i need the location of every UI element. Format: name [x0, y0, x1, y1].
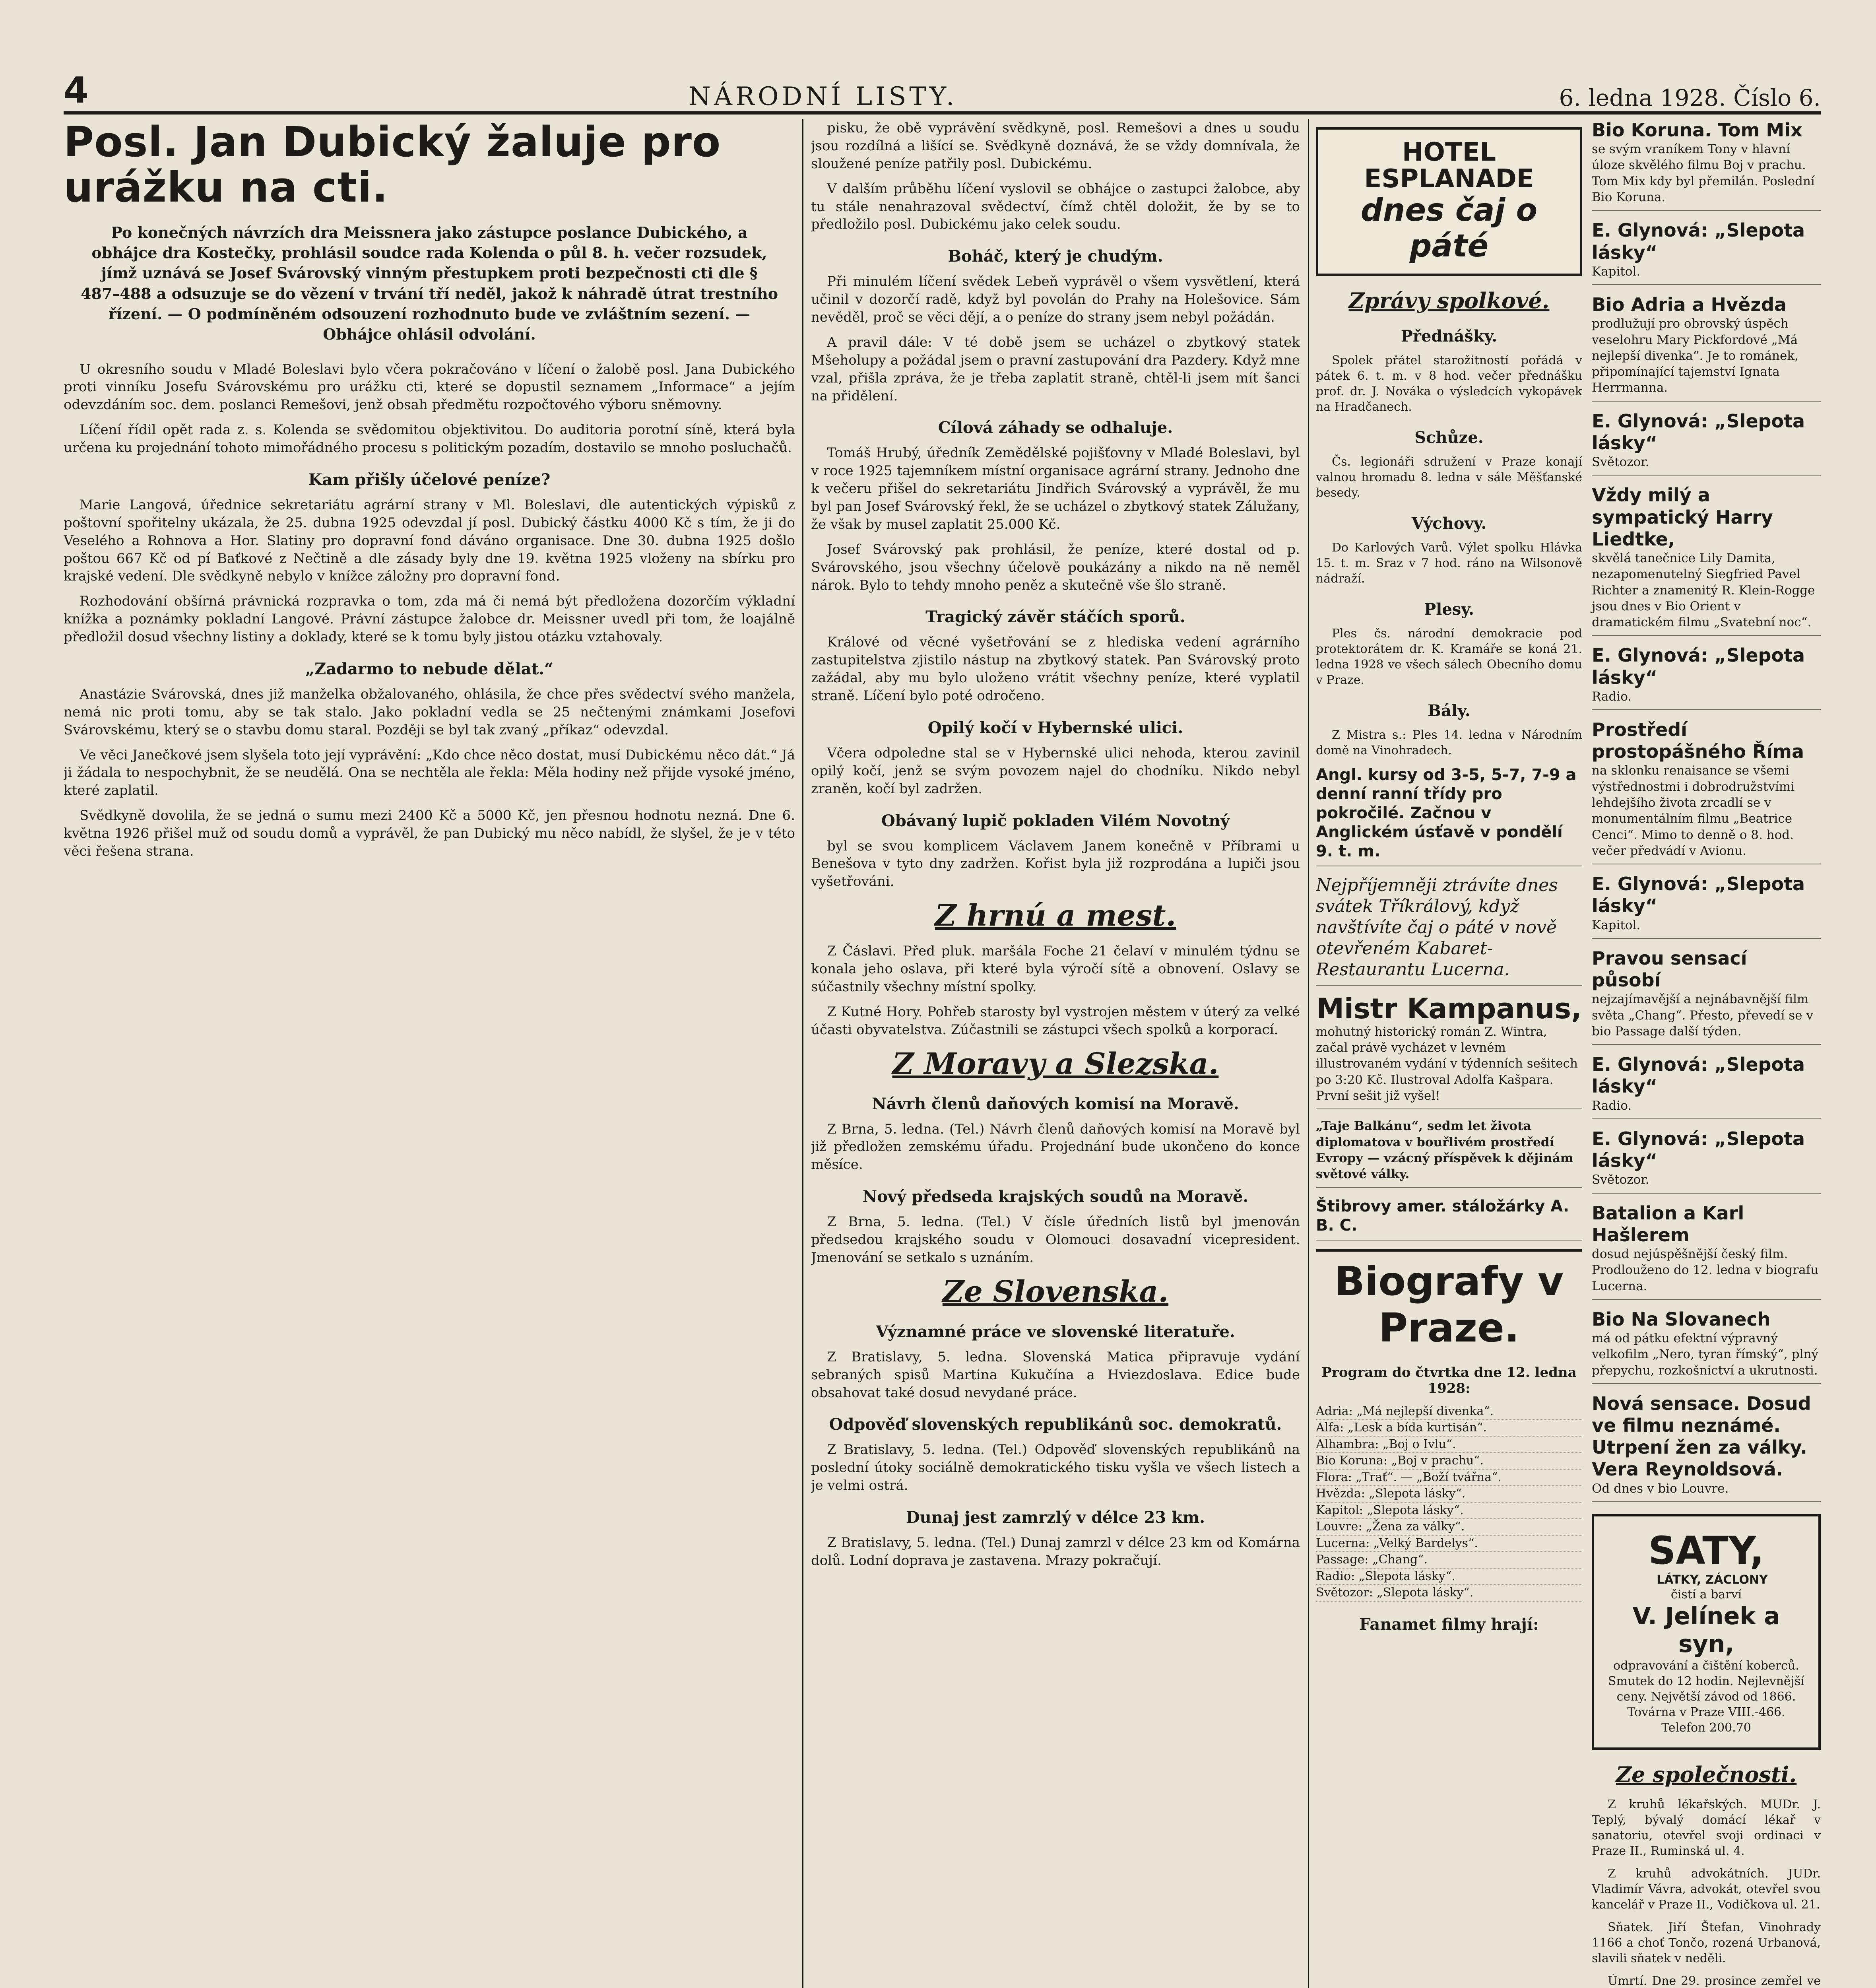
cinema-ad: [1592, 484, 1821, 636]
column-rule: [802, 119, 803, 1988]
club-subheading: Bály.: [1428, 701, 1471, 720]
article-subheading: Významné práce ve slovenské literatuře.: [876, 1322, 1235, 1341]
cinema-list-item: Alfa: „Lesk a bída kurtisán“.: [1316, 1420, 1582, 1437]
article-paragraph: U okresního soudu v Mladé Boleslavi bylo včera pokračováno v líčení o žalobě posl. Jana Dubického proti vinníku Josefu Svárovskému pro urážku cti, které se dopustil seznamem „Informace“ a jejím odevzdáním soc. dem. poslanci Remešovi, jenž obsah předmětu rozpočtového výboru sněmovny.: [64, 361, 795, 413]
cinema-ad-text: skvělá tanečnice Lily Damita, nezapomenutelný Siegfried Pavel Richter a znamenitý R. Klein-Rogge jsou dnes v Bio Orient v dramatickém filmu „Svatební noc“.: [1592, 551, 1815, 630]
section-heading-slovakia: Ze Slovenska.: [942, 1274, 1169, 1309]
cinema-list-item: Alhambra: „Boj o Ivlu“.: [1316, 1437, 1582, 1453]
cinema-list-item: Passage: „Chang“.: [1316, 1552, 1582, 1569]
hotel-esplanade-ad: [1316, 127, 1582, 276]
issue-date: 6. ledna 1928. Číslo 6.: [1559, 84, 1821, 111]
article-headline: Posl. Jan Dubický žaluje pro urážku na cti.: [64, 119, 721, 212]
cinema-list-item: Adria: „Má nejlepší divenka“.: [1316, 1404, 1582, 1420]
article-paragraph: Svědkyně dovolila, že se jedná o sumu mezi 2400 Kč a 5000 Kč, jen přesnou hodnotu nezná. Dne 6. května 1926 přišel muž od soudu domů a vyprávěl, že pan Dubický mu něco nabídl, že slyšel, že je v této věci řešena strana.: [64, 808, 795, 859]
article-paragraph: Josef Svárovský pak prohlásil, že peníze, které dostal od p. Svárovského, jsou všechny účelově poukázány a nikdo na ně neměl nárok. Bylo to tehdy mnoho peněz a skutečně vše šlo straně.: [811, 541, 1300, 593]
club-subheading: Výchovy.: [1411, 514, 1487, 533]
cinema-list-item: Světozor: „Slepota lásky“.: [1316, 1585, 1582, 1602]
kampanus-text: mohutný historický román Z. Wintra, začal právě vycházet v levném illustrovaném vydání v týdenních sešitech po 3:20 Kč. Ilustroval Adolfa Kašpara. První sešit již vyšel!: [1316, 1024, 1578, 1103]
club-paragraph: Čs. legionáři sdružení v Praze konají valnou hromadu 8. ledna v sále Měšťanské besedy.: [1316, 455, 1582, 500]
cinema-ad-title: Pravou sensací působí: [1592, 947, 1747, 991]
cinema-ad-title: E. Glynová: „Slepota lásky“: [1592, 219, 1805, 263]
cinema-program-subtitle: Program do čtvrtka dne 12. ledna 1928:: [1321, 1364, 1577, 1396]
cinema-list: [1316, 1404, 1582, 1602]
cinema-ad-text: prodlužují pro obrovský úspěch veselohru Mary Pickfordové „Má nejlepší divenka“. Je to románek, připomínající tajemství Ignata Herrmanna.: [1592, 316, 1799, 395]
cinema-ad-text: Kapitol.: [1592, 264, 1641, 279]
cinema-ad-text: Světozor.: [1592, 1173, 1649, 1187]
column-regional-news: [811, 119, 1300, 1988]
article-paragraph: Králové od věcné vyšetřování se z hlediska vedení agrárního zastupitelstva zjistilo nástup na zbytkový statek. Pan Svárovský proto zažádal, aby mu bylo uloženo vrátit všechny peníze, které vyplatil straně. Líčení bylo poté odročeno.: [811, 634, 1300, 704]
article-paragraph: Z Brna, 5. ledna. (Tel.) Návrh členů daňových komisí na Moravě byl již předložen zemskému úřadu. Projednání bude ukončeno do konce měsíce.: [811, 1121, 1300, 1173]
article-paragraph: A pravil dále: V té době jsem se ucházel o zbytkový statek Mšeholupy a požádal jsem o pravní zastupování dra Pazdery. Když mne vzal, přišla zpráva, že je třeba zaplatit straně, chtěl-li jsem mít šanci na přidělení.: [811, 334, 1300, 404]
balkan-ad: [1316, 1118, 1582, 1188]
cinema-ad: [1592, 645, 1821, 710]
cinema-ads-right: [1592, 119, 1821, 1988]
article-paragraph: Marie Langová, úřednice sekretariátu agrární strany v Ml. Boleslavi, dle autentických výpisků z poštovní spořitelny ukázala, že 25. dubna 1925 odevzdal jí posl. Dubický částku 4000 Kč s tím, že ji do Veselého a Rohnova a Hor. Slatiny pro dopravní fond dáváno organisace. Dne 30. dubna 1925 došlo poštou 667 Kč od pí Baťkové z Nečtině a dle zásady byly dne 19. května 1925 vloženy na sbírku pro krajské vedení. Dle svědkyně nebylo v knížce záložny pro dopravní fond.: [64, 497, 795, 584]
cinema-ad: [1592, 410, 1821, 476]
society-paragraph: Úmrtí. Dne 29. prosince zemřel ve: [1608, 1974, 1821, 1988]
cinema-ad-text: Světozor.: [1592, 455, 1649, 470]
cinema-ad-text: na sklonku renaisance se všemi výstřednostmi i dobrodružstvími lehdejšího života zrcadlí se v monumentálním filmu „Beatrice Cenci“. Mimo to denně o 8. hod. večer předvádí v Avionu.: [1592, 763, 1795, 858]
cinema-ad-text: se svým vraníkem Tony v hlavní úloze skvělého filmu Boj v prachu. Tom Mix kdy byl přemilán. Poslední Bio Koruna.: [1592, 142, 1815, 205]
jelinek-details: odpravování a čištění koberců. Smutek do 12 hodin. Nejlevnější ceny. Největší závod od 1866. Továrna v Praze VIII.-466. Telefon 200.70: [1608, 1658, 1804, 1735]
article-paragraph: Z Bratislavy, 5. ledna. (Tel.) Odpověď slovenských republikánů na poslední útoky sociálně demokratického tisku vyšla ve všech listech a je velmi ostrá.: [811, 1442, 1300, 1494]
column-ads-and-society: [1316, 119, 1821, 1988]
cinema-ad: [1592, 219, 1821, 285]
kampanus-title: Mistr Kampanus,: [1316, 992, 1582, 1025]
column-rule: [1308, 119, 1309, 1988]
article-paragraph: Ve věci Janečkové jsem slyšela toto její vyprávění: „Kdo chce něco dostat, musí Dubickému něco dát.“ Já ji žádala to nespochybnit, že se neudělá. Ona se nechtěla ale řekla: Měla hodiny než přijde vysoké jméno, které zaplatil.: [64, 747, 795, 799]
article-paragraph: Včera odpoledne stal se v Hybernské ulici nehoda, kterou zavinil opilý kočí, jenž se svým povozem najel do chodníku. Nikdo nebyl zraněn, kočí byl zadržen.: [811, 745, 1300, 797]
cinema-ad-title: Batalion a Karl Hašlerem: [1592, 1202, 1744, 1246]
cinema-ad-title: E. Glynová: „Slepota lásky“: [1592, 1128, 1805, 1172]
cinema-ad-title: E. Glynová: „Slepota lásky“: [1592, 1054, 1805, 1097]
article-subheading: Tragický závěr stáčích sporů.: [925, 608, 1185, 627]
jelinek-subtitle: LÁTKY, ZÁCLONY: [1657, 1573, 1768, 1587]
club-paragraph: Spolek přátel starožitností pořádá v pátek 6. t. m. v 8 hod. večer přednášku prof. dr. J. Nováka o výsledcích vykopávek na Hradčanech.: [1316, 353, 1582, 414]
article-paragraph: V dalším průběhu líčení vyslovil se obhájce o zastupci žalobce, aby tu stále nenahrazoval svědectví, čímž chtěl doložit, že by se to předložilo posl. Dubickému jako celek soudu.: [811, 181, 1300, 233]
article-subheading: Boháč, který je chudým.: [948, 247, 1163, 266]
cinema-list-item: Flora: „Trať“. — „Boží tvářna“.: [1316, 1470, 1582, 1486]
cinema-ad: [1592, 294, 1821, 402]
cinema-ad-title: Nová sensace. Dosud ve filmu neznámé. Utrpení žen za války. Vera Reynoldsová.: [1592, 1392, 1811, 1480]
stibr-text: Štibrovy amer. stáložárky A. B. C.: [1316, 1197, 1569, 1235]
article-subheading: Opilý kočí v Hybernské ulici.: [927, 718, 1183, 737]
cinema-ad-text: nejzajímavější a nejnábavnější film světa „Chang“. Přesto, převedí se v bio Passage další týden.: [1592, 992, 1814, 1039]
cinema-ad: [1592, 1054, 1821, 1119]
cinema-ad: [1592, 119, 1821, 211]
club-paragraph: Ples čs. národní demokracie pod protektorátem dr. K. Kramáře se koná 21. ledna 1928 ve všech sálech Obecního domu v Praze.: [1316, 627, 1582, 687]
section-heading-club-news: Zprávy spolkové.: [1348, 288, 1550, 314]
club-subheading: Přednášky.: [1401, 327, 1498, 346]
article-paragraph: Z Čáslavi. Před pluk. maršála Foche 21 čelaví v minulém týdnu se konala jeho oslava, při které byla výročí sítě a obnovení. Oslavy se súčastnily všechny místní spolky.: [811, 943, 1300, 995]
article-paragraph: Rozhodování obšírná právnická rozpravka o tom, zda má či nemá být předložena dozorčím výkladní knížka a poznámky pokladní Langové. Právní zástupce žalobce dr. Meissner uvedl při tom, že loajálně předložil dosud všechny listiny a doklady, které se k tomu byly jistou otázku vztahovaly.: [64, 593, 795, 645]
cinema-ad-text: dosud nejúspěšnější český film. Prodlouženo do 12. ledna v biografu Lucerna.: [1592, 1246, 1819, 1293]
cinema-list-item: Radio: „Slepota lásky“.: [1316, 1569, 1582, 1585]
cinema-list-item: Kapitol: „Slepota lásky“.: [1316, 1503, 1582, 1519]
article-paragraph: Anastázie Svárovská, dnes již manželka obžalovaného, ohlásila, že chce přes svědectví svého manžela, nemá nic proti tomu, aby se tak stalo. Jako pokladní vedla se 25 nečtenými známkami Josefovi Svárovskému, který se o stavbu domu staral. Později se byl tak zvaný „příkaz“ odevzdal.: [64, 686, 795, 738]
article-subheading: Návrh členů daňových komisí na Moravě.: [872, 1094, 1239, 1113]
english-course-ad: [1316, 765, 1582, 866]
kampanus-ad: [1316, 994, 1582, 1109]
club-paragraph: Z Mistra s.: Ples 14. ledna v Národním domě na Vinohradech.: [1316, 728, 1582, 758]
cinema-ad-text: Radio.: [1592, 1098, 1632, 1113]
cinema-ad: [1592, 947, 1821, 1045]
jelinek-title: SATY,: [1648, 1528, 1764, 1573]
article-paragraph: pisku, že obě vyprávění svědkyně, posl. Remešovi a dnes u soudu jsou rozdílná a lišící se. Svědkyně doznává, že se vždy domnívala, že sloužené peníze patřily posl. Dubickému.: [811, 120, 1300, 172]
cinema-ad-text: má od pátku efektní výpravný velkofilm „Nero, tyran římský“, plný přepychu, rozkošnictví a ukrutnosti.: [1592, 1331, 1819, 1378]
column-main-article: [64, 119, 795, 1988]
cinema-ad-text: Kapitol.: [1592, 918, 1641, 932]
jelinek-middle: čistí a barví: [1670, 1587, 1742, 1602]
article-subheading: „Zadarmo to nebude dělat.“: [305, 659, 553, 678]
club-paragraph: Do Karlových Varů. Výlet spolku Hlávka 15. t. m. Sraz v 7 hod. ráno na Wilsonově nádraží.: [1316, 541, 1582, 586]
article-paragraph: Z Bratislavy, 5. ledna. Slovenská Matica připravuje vydání sebraných spisů Martina Kukučína a Hviezdoslava. Edice bude obsahovat také dosud nevydané práce.: [811, 1349, 1300, 1401]
society-paragraph: Z kruhů lékařských. MUDr. J. Teplý, bývalý domácí lékař v sanatoriu, otevřel svoji ordinaci v Praze II., Ruminská ul. 4.: [1592, 1797, 1821, 1858]
cinema-ad-title: Prostředí prostopášného Říma: [1592, 719, 1804, 763]
section-heading-moravia: Z Moravy a Slezska.: [892, 1046, 1219, 1081]
article-paragraph: byl se svou komplicem Václavem Janem konečně v Příbrami u Benešova v tyto dny zadržen. Kořist byla již rozprodána a lupiči jsou vyšetřováni.: [811, 838, 1300, 890]
cinema-list-item: Bio Koruna: „Boj v prachu“.: [1316, 1453, 1582, 1470]
cinema-ad-title: Bio Koruna. Tom Mix: [1592, 119, 1802, 141]
cinema-ad-title: E. Glynová: „Slepota lásky“: [1592, 410, 1805, 454]
article-paragraph: Při minulém líčení svědek Lebeň vyprávěl o všem vysvětlení, která učinil v dozorčí radě, když byl povolán do Prahy na Holešovice. Sám nevěděl, proč se věci dějí, a o peníze do strany jsem nebyl požádán.: [811, 274, 1300, 325]
article-paragraph: Z Kutné Hory. Pohřeb starosty byl vystrojen městem v úterý za velké účasti obyvatelstva. Zúčastnili se zástupci všech spolků a korporací.: [811, 1004, 1300, 1038]
article-paragraph: Z Brna, 5. ledna. (Tel.) V čísle úředních listů byl jmenován předsedou krajského soudu v Olomouci dosavadní vicepresident. Jmenování se setkalo s uznáním.: [811, 1214, 1300, 1266]
cinema-ad: [1592, 1128, 1821, 1194]
cinema-ad-title: E. Glynová: „Slepota lásky“: [1592, 645, 1805, 688]
society-ads-left: [1316, 119, 1582, 1988]
cinema-program-title: Biografy v Praze.: [1316, 1249, 1582, 1351]
society-paragraph: Z kruhů advokátních. JUDr. Vladimír Vávra, advokát, otevřel svou kancelář v Praze II., Vodičkova ul. 21.: [1592, 1866, 1821, 1912]
cinema-ad-text: Od dnes v bio Louvre.: [1592, 1481, 1729, 1496]
article-paragraph: Z Bratislavy, 5. ledna. (Tel.) Dunaj zamrzl v délce 23 km od Komárna dolů. Lodní doprava je zastavena. Mrazy pokračují.: [811, 1535, 1300, 1569]
cinema-ad: [1592, 873, 1821, 939]
article-subheading: Odpověď slovenských republikánů soc. demokratů.: [829, 1415, 1282, 1434]
cinema-ads: [1592, 119, 1821, 1502]
cinema-ad-text: Radio.: [1592, 689, 1632, 704]
hotel-title: HOTEL ESPLANADE: [1364, 138, 1534, 194]
stibr-ad: [1316, 1197, 1582, 1241]
article-subheading: Dunaj jest zamrzlý v délce 23 km.: [906, 1508, 1205, 1527]
hotel-tagline: dnes čaj o páté: [1360, 192, 1538, 264]
cinema-list-item: Louvre: „Žena za války“.: [1316, 1519, 1582, 1536]
jelinek-firm: V. Jelínek a syn,: [1632, 1602, 1780, 1658]
article-subheading: Cílová záhady se odhaluje.: [938, 418, 1173, 437]
cinema-ad: [1592, 1202, 1821, 1300]
cinema-ad: [1592, 1393, 1821, 1502]
cinema-ad: [1592, 1309, 1821, 1384]
article-subheading: Nový předseda krajských soudů na Moravě.: [862, 1187, 1249, 1206]
society-paragraph: Sňatek. Jiří Štefan, Vinohrady 1166 a choť Tončo, rozená Urbanová, slavili sňatek v neděli.: [1592, 1920, 1821, 1965]
cinema-ad-title: E. Glynová: „Slepota lásky“: [1592, 873, 1805, 917]
cinema-ad: [1592, 719, 1821, 864]
fanamet-heading: Fanamet filmy hrají:: [1359, 1615, 1539, 1634]
page-number: 4: [64, 70, 89, 111]
club-subheading: Schůze.: [1414, 428, 1484, 447]
cinema-list-item: Lucerna: „Velký Bardelys“.: [1316, 1536, 1582, 1552]
article-lead: Po konečných návrzích dra Meissnera jako zástupce poslance Dubického, a obhájce dra Kostečky, prohlásil soudce rada Kolenda o půl 8. h. večer rozsudek, jímž uznává se Josef Svárovský vinným přestupkem proti bezpečnosti cti dle § 487–488 a odsuzuje se do vězení v trvání tří neděl, jakož k náhradě útrat trestního řízení. — O podmíněném odsouzení rozhodnuto bude ve zvláštním sezení. — Obhájce ohlásil odvolání.: [80, 223, 778, 344]
english-course-text: Angl. kursy od 3-5, 5-7, 7-9 a denní ranní třídy pro pokročilé. Začnou v Anglickém úsťavě v pondělí 9. t. m.: [1316, 766, 1577, 861]
article-subheading: Kam přišly účelové peníze?: [308, 470, 551, 489]
masthead: NÁRODNÍ LISTY.: [688, 82, 958, 111]
balkan-text: „Taje Balkánu“, sedm let života diplomatova v bouřlivém prostředí Evropy — vzácný příspěvek k dějinám světové války.: [1316, 1119, 1573, 1182]
article-subheading: Obávaný lupič pokladen Vilém Novotný: [881, 811, 1230, 830]
cinema-ad-title: Bio Adria a Hvězda: [1592, 294, 1787, 316]
cinema-list-item: Hvězda: „Slepota lásky“.: [1316, 1486, 1582, 1503]
cinema-ad-title: Bio Na Slovanech: [1592, 1308, 1771, 1330]
club-subheading: Plesy.: [1424, 600, 1474, 619]
lucerna-text: Nejpříjemněji ztrávíte dnes svátek Tříkrálový, když navštívíte čaj o páté v nově otevřeném Kabaret-Restaurantu Lucerna.: [1316, 875, 1558, 980]
section-heading-towns: Z hrnú a mest.: [935, 899, 1176, 933]
lucerna-ad: [1316, 875, 1582, 986]
article-paragraph: Tomáš Hrubý, úředník Zemědělské pojišťovny v Mladé Boleslavi, byl v roce 1925 tajemníkem místní organisace agrární strany. Jednoho dne k večeru přišel do sekretariátu Jindřich Svárovský a vyprávěl, že mu byl pan Josef Svárovský řekl, že se ucházel o zbytkový statek Zálužany, že však by musel zaplatit 25.000 Kč.: [811, 445, 1300, 532]
cinema-ad-title: Vždy milý a sympatický Harry Liedtke,: [1592, 484, 1773, 550]
page-header: [64, 64, 1821, 115]
article-paragraph: Líčení řídil opět rada z. s. Kolenda se svědomitou objektivitou. Do auditoria porotní síně, která byla určena ku projednání tohoto mimořádného procesu s politickým pozadím, dostavilo se mnoho posluchačů.: [64, 422, 795, 456]
section-heading-society: Ze společnosti.: [1616, 1761, 1797, 1787]
jelinek-ad: [1592, 1514, 1821, 1750]
